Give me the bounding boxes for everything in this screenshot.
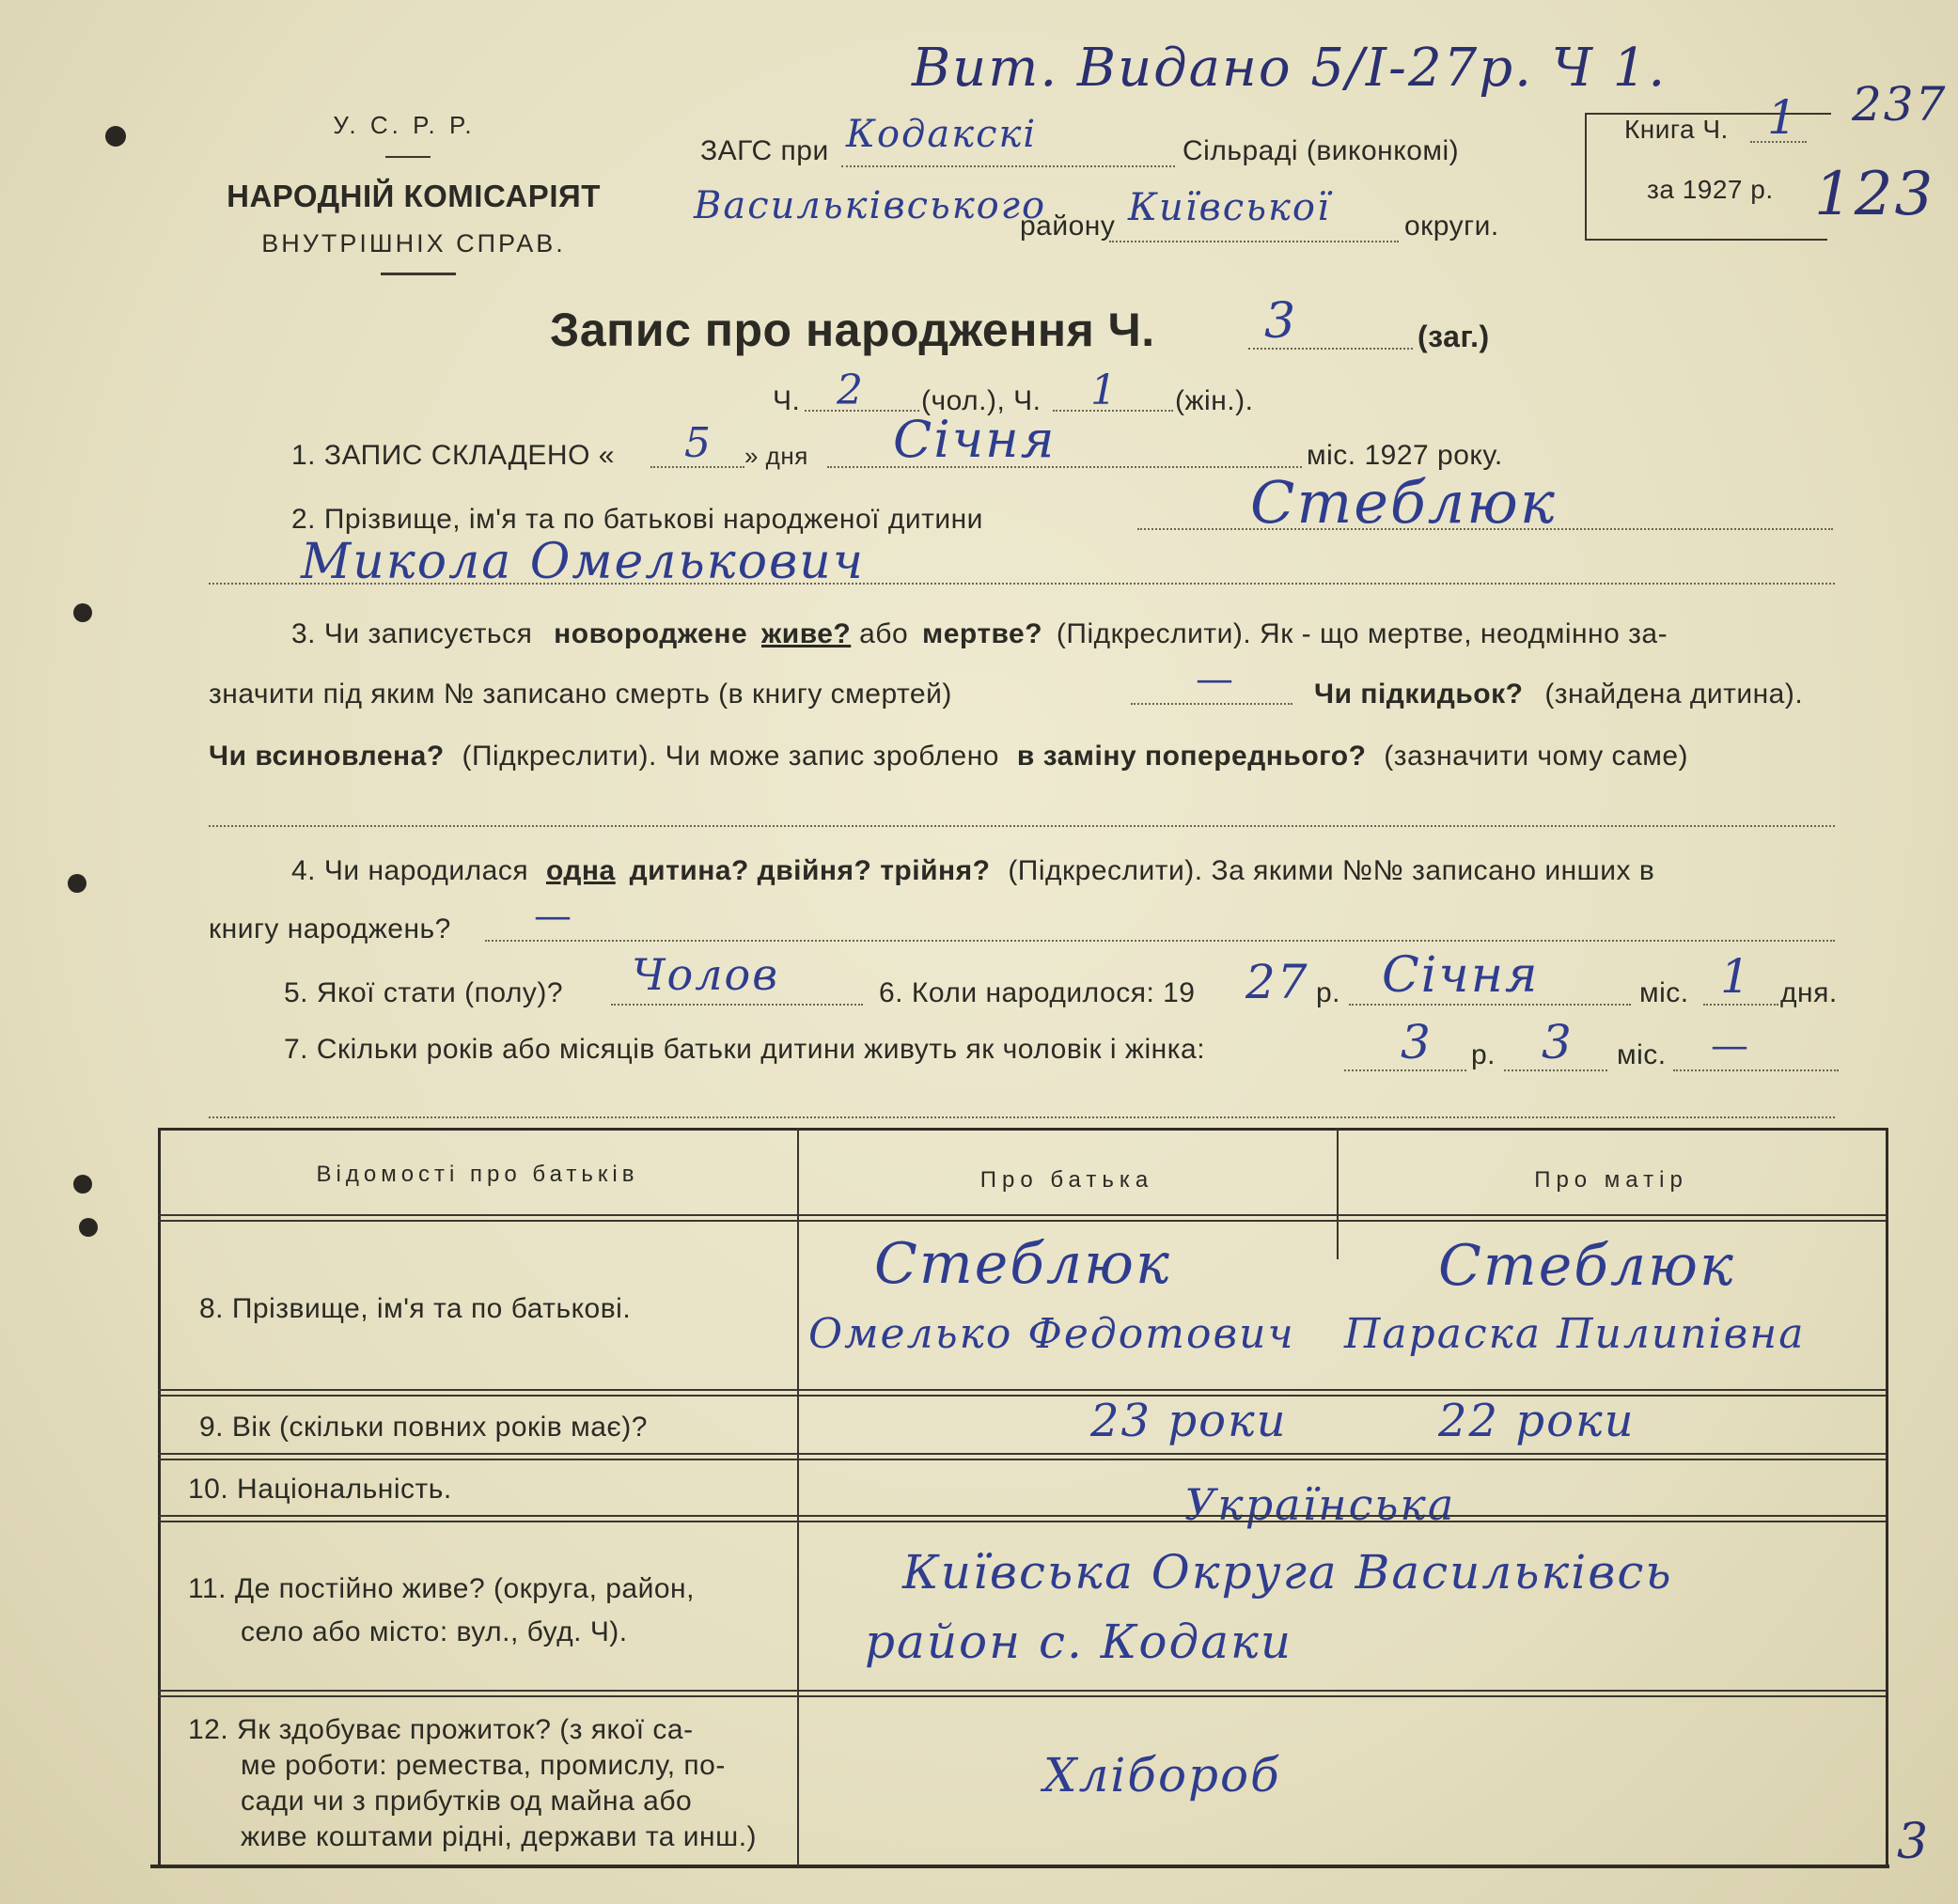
- q7-tail: —: [1711, 1024, 1750, 1068]
- ch-label: Ч.: [773, 385, 801, 416]
- q3-line1: [291, 618, 1668, 650]
- q4-line2: книгу народжень?: [209, 913, 451, 944]
- table-header-divider: [158, 1214, 1886, 1222]
- table-border: [1886, 1128, 1888, 1866]
- header-divider: [381, 273, 456, 275]
- female-label: (жін.).: [1175, 385, 1254, 416]
- q6-month-line: [1349, 1004, 1631, 1006]
- state-label: У. С. Р. Р.: [333, 111, 476, 139]
- q6-year-suffix: р.: [1316, 977, 1341, 1008]
- table-header-father: Про батька: [979, 1167, 1154, 1193]
- q3-adopted: Чи всиновлена?: [209, 741, 445, 772]
- book-year: за 1927 р.: [1647, 175, 1774, 204]
- top-handwritten-note: Вит. Видано 5/I-27р. Ч 1.: [912, 38, 1668, 99]
- q7-extra-line: [209, 1116, 1835, 1118]
- row12-label-line2: ме роботи: ремества, промислу, по-: [241, 1750, 726, 1781]
- q1-month: Січня: [893, 410, 1057, 469]
- record-number: 3: [1264, 293, 1298, 350]
- row12-label-line3: сади чи з прибутків од майна або: [241, 1786, 693, 1817]
- punch-hole: [79, 1218, 98, 1237]
- table-border: [158, 1128, 1888, 1131]
- q3-instruction: (Підкреслити). Як - що мертве, неодмінно за-: [1056, 618, 1668, 649]
- q3-line2: [209, 679, 952, 710]
- q6-label: 6. Коли народилося: 19: [879, 977, 1196, 1008]
- q3-replace: в заміну попереднього?: [1016, 741, 1367, 772]
- q3-dead: мертве?: [922, 618, 1043, 649]
- q6-month: Січня: [1382, 947, 1540, 1004]
- q1-day: 5: [684, 419, 713, 467]
- table-column-divider: [1337, 1128, 1339, 1259]
- header-divider: [385, 156, 431, 158]
- punch-hole: [105, 126, 126, 147]
- punch-hole: [73, 603, 92, 622]
- q3-found-child: (знайдена дитина).: [1544, 679, 1804, 710]
- q3-alive: живе?: [760, 618, 852, 649]
- okruha-label: округи.: [1404, 211, 1499, 242]
- okruha-value: Київської: [1128, 186, 1331, 229]
- row11-label-line1: 11. Де постійно живе? (округа, район,: [188, 1573, 695, 1604]
- row10-nationality: Українська: [1184, 1479, 1456, 1530]
- page-mark: 3: [1897, 1814, 1931, 1870]
- q4-one: одна: [545, 855, 616, 886]
- q3-death-value: —: [1196, 658, 1235, 701]
- q1-day-suffix: » дня: [744, 442, 808, 470]
- row9-father-age: 23 роки: [1090, 1395, 1288, 1447]
- book-box-border: [1585, 239, 1827, 241]
- row-divider: [158, 1690, 1886, 1697]
- book-label: Книга Ч.: [1624, 115, 1729, 144]
- q6-day-line: [1703, 1004, 1778, 1006]
- row11-address-line2: район с. Кодаки: [865, 1615, 1293, 1669]
- row8-mother-surname: Стеблюк: [1438, 1233, 1735, 1299]
- q7-months: 3: [1542, 1015, 1574, 1069]
- q7-years-line: [1344, 1069, 1466, 1071]
- q3-reason-line: [209, 825, 1835, 827]
- q2-surname: Стеблюк: [1250, 468, 1557, 537]
- row12-occupation: Хлібороб: [1043, 1748, 1281, 1803]
- village-value: Кодакскі: [846, 113, 1038, 156]
- q4-instruction: (Підкреслити). За якими №№ записано инших в: [1008, 855, 1655, 886]
- q6-day-suffix: дня.: [1780, 977, 1838, 1008]
- corner-number: 237: [1852, 77, 1948, 132]
- q3-foundling: Чи підкидьок?: [1314, 679, 1524, 710]
- table-header-mother: Про матір: [1534, 1167, 1688, 1193]
- q7-label: 7. Скільки років або місяців батьки дитини живуть як чоловік і жінка:: [284, 1034, 1206, 1065]
- record-title: Запис про народження Ч.: [550, 304, 1155, 356]
- q7-years: 3: [1401, 1015, 1433, 1069]
- zags-prefix: ЗАГС при: [700, 135, 829, 166]
- q7-months-suffix: міс.: [1617, 1039, 1667, 1070]
- commissariat-title: НАРОДНІЙ КОМІСАРІЯТ: [227, 179, 601, 213]
- q3-text: 3. Чи записується: [291, 618, 533, 649]
- q7-months-line: [1504, 1069, 1607, 1071]
- table-column-divider: [797, 1128, 799, 1866]
- district-value: Васильківського: [694, 184, 1047, 227]
- row-divider: [158, 1453, 1886, 1460]
- q3-death-line: [1131, 703, 1292, 705]
- q3-line3: [209, 741, 1688, 773]
- q3-line2-right: [1314, 679, 1803, 710]
- q1-year: міс. 1927 року.: [1307, 440, 1503, 471]
- q7-years-suffix: р.: [1471, 1039, 1496, 1070]
- q6-year: 27: [1245, 955, 1309, 1009]
- q2-name: Микола Омелькович: [301, 534, 866, 590]
- okruha-field-line: [1109, 241, 1399, 242]
- record-suffix: (заг.): [1418, 320, 1490, 353]
- q3-newborn: новороджене: [554, 618, 748, 649]
- row8-mother-name: Параска Пилипівна: [1344, 1310, 1806, 1358]
- punch-hole: [73, 1175, 92, 1194]
- row8-father-surname: Стеблюк: [874, 1231, 1171, 1297]
- village-field-line: [841, 165, 1175, 167]
- row12-label-line4: живе коштами рідні, держави та инш.): [241, 1821, 758, 1852]
- q4-options: дитина? двійня? трійня?: [629, 855, 991, 886]
- male-label: (чол.), Ч.: [921, 385, 1042, 416]
- punch-hole: [68, 874, 86, 893]
- book-number: 1: [1767, 90, 1799, 145]
- q7-tail-line: [1673, 1069, 1839, 1071]
- table-header-info: Відомості про батьків: [316, 1162, 639, 1187]
- table-border: [150, 1865, 1889, 1868]
- row-divider: [158, 1515, 1886, 1522]
- row9-mother-age: 22 роки: [1438, 1395, 1636, 1447]
- q6-day: 1: [1720, 949, 1752, 1004]
- female-number: 1: [1090, 367, 1119, 414]
- row11-address-line1: Київська Округа Васильківсь: [902, 1545, 1673, 1600]
- row11-label-line2: село або місто: вул., буд. Ч).: [241, 1616, 628, 1647]
- row9-label: 9. Вік (скільки повних років має)?: [199, 1412, 648, 1443]
- q5-label: 5. Якої стати (полу)?: [284, 977, 564, 1008]
- row8-father-name: Омелько Федотович: [808, 1310, 1295, 1358]
- q5-value-line: [611, 1004, 863, 1006]
- row10-label: 10. Національність.: [188, 1474, 452, 1505]
- village-suffix: Сільраді (виконкомі): [1183, 135, 1460, 166]
- q4-text: 4. Чи народилася: [291, 855, 529, 886]
- q4-numbers-line: [485, 940, 1835, 942]
- table-border: [158, 1128, 161, 1866]
- q3-or: або: [859, 618, 909, 649]
- q3-reason: (зазначити чому саме): [1384, 741, 1689, 772]
- q4-value: —: [534, 895, 573, 938]
- q6-month-suffix: міс.: [1639, 977, 1689, 1008]
- q2-label: 2. Прізвище, ім'я та по батькові народженої дитини: [291, 504, 983, 535]
- commissariat-subtitle: ВНУТРІШНІХ СПРАВ.: [261, 229, 566, 258]
- q3-replace-text: (Підкреслити). Чи може запис зроблено: [462, 741, 999, 772]
- district-label: району: [1020, 211, 1116, 242]
- male-number: 2: [837, 367, 865, 414]
- q3-death-text: значити під яким № записано смерть (в книгу смертей): [209, 679, 952, 710]
- parents-table: [150, 1128, 1889, 1880]
- q5-value: Чолов: [632, 949, 780, 1000]
- q4-line1: [291, 855, 1654, 887]
- row8-label: 8. Прізвище, ім'я та по батькові.: [199, 1293, 632, 1324]
- q1-label: 1. ЗАПИС СКЛАДЕНО «: [291, 440, 615, 471]
- row12-label-line1: 12. Як здобуває прожиток? (з якої са-: [188, 1714, 694, 1745]
- book-box-border: [1585, 113, 1587, 241]
- book-handwritten-number: 123: [1814, 160, 1935, 229]
